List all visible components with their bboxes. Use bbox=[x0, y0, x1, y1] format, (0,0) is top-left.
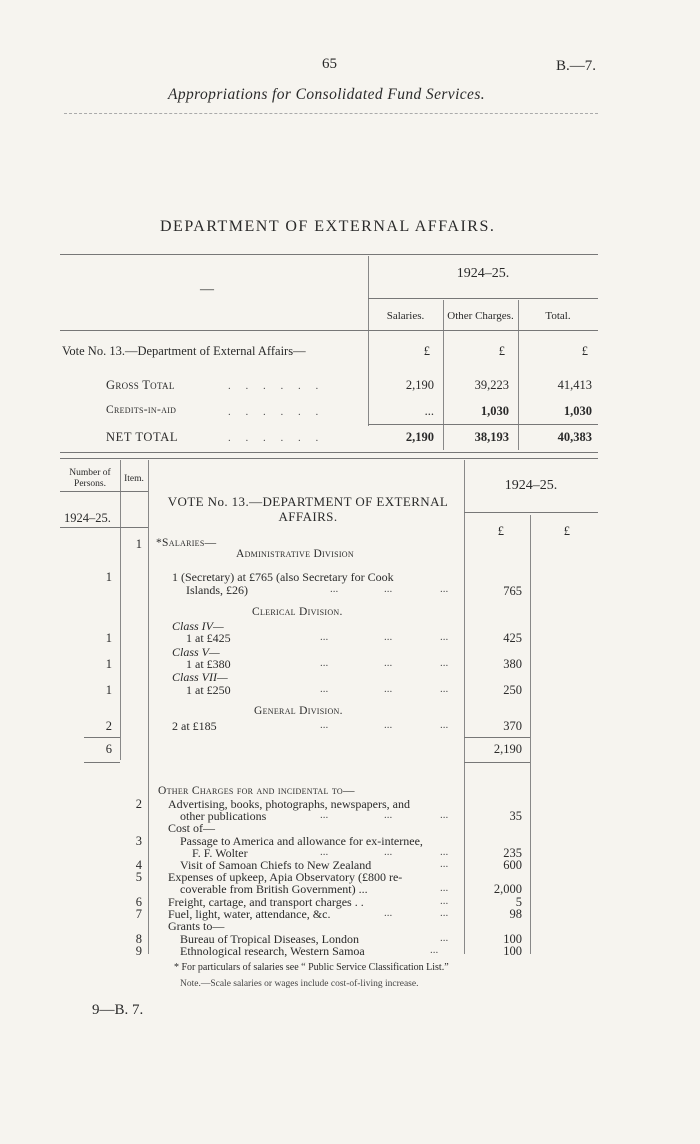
detail-year: 1924–25. bbox=[504, 478, 558, 493]
summary-row-label: Gross Total bbox=[106, 378, 175, 392]
summary-row-total: 40,383 bbox=[557, 430, 592, 444]
item-leader: ... bbox=[384, 809, 393, 821]
general-persons: 2 bbox=[105, 719, 112, 733]
detail-divider-number bbox=[120, 460, 121, 760]
item-number: 8 bbox=[135, 932, 142, 946]
item-leader: ... bbox=[440, 932, 449, 944]
item-number: 3 bbox=[135, 834, 142, 848]
summary-row-salaries: 2,190 bbox=[405, 430, 434, 444]
item-leader: ... bbox=[384, 846, 393, 858]
item-number: 5 bbox=[135, 870, 142, 884]
class-iv-leader: ... bbox=[440, 631, 449, 643]
summary-row-leader: . . . . . . bbox=[228, 406, 325, 418]
department-title: DEPARTMENT OF EXTERNAL AFFAIRS. bbox=[160, 218, 496, 235]
summary-row-salaries: 2,190 bbox=[405, 378, 434, 392]
summary-row-salaries: ... bbox=[424, 404, 434, 418]
summary-col-salaries: Salaries. bbox=[386, 310, 425, 322]
summary-row-leader: . . . . . . bbox=[228, 432, 325, 444]
summary-row-total: 41,413 bbox=[557, 378, 592, 392]
class-iv-leader: ... bbox=[320, 631, 329, 643]
item-leader: ... bbox=[320, 809, 329, 821]
class-vii-leader: ... bbox=[440, 683, 449, 695]
item-leader: ... bbox=[440, 858, 449, 870]
item-line1: Advertising, books, photographs, newspapers, and bbox=[168, 797, 410, 811]
summary-vote-label: Vote No. 13.—Department of External Affairs— bbox=[62, 344, 306, 358]
footnote: * For particulars of salaries see “ Public Service Classification List.” bbox=[174, 962, 449, 973]
summary-row-other: 1,030 bbox=[480, 404, 509, 418]
admin-line2: Islands, £26) bbox=[186, 583, 248, 597]
summary-header-rule bbox=[60, 330, 598, 331]
admin-leader: ... bbox=[330, 583, 339, 595]
summary-row-label: Credits-in-aid bbox=[106, 404, 177, 416]
admin-leader: ... bbox=[384, 583, 393, 595]
item-amount: 600 bbox=[503, 858, 522, 872]
persons-bottom-rule bbox=[84, 762, 120, 763]
item-amount: 98 bbox=[509, 907, 522, 921]
item-number: 9 bbox=[135, 944, 142, 958]
item-leader: ... bbox=[440, 882, 449, 894]
item-line1: Expenses of upkeep, Apia Observatory (£800 re- bbox=[168, 870, 403, 884]
general-leader: ... bbox=[440, 719, 449, 731]
detail-year-rule bbox=[464, 512, 598, 513]
page-number: 65 bbox=[322, 56, 337, 72]
class-vii-leader: ... bbox=[320, 683, 329, 695]
summary-bottom-rule bbox=[60, 452, 598, 453]
admin-division-heading: Administrative Division bbox=[236, 548, 354, 560]
class-v-persons: 1 bbox=[105, 657, 112, 671]
summary-col-total: Total. bbox=[545, 310, 571, 322]
note: Note.—Scale salaries or wages include cost-of-living increase. bbox=[180, 979, 419, 989]
detail-currency-1: £ bbox=[497, 524, 504, 538]
detail-col-item: Item. bbox=[124, 474, 144, 484]
item-line2: other publications bbox=[180, 809, 267, 823]
general-leader: ... bbox=[384, 719, 393, 731]
item-line1: Freight, cartage, and transport charges . . bbox=[168, 895, 364, 909]
persons-total-rule bbox=[84, 737, 120, 738]
clerical-division-heading: Clerical Division. bbox=[252, 606, 343, 618]
cost-of-heading: Cost of— bbox=[168, 821, 216, 835]
class-vii-leader: ... bbox=[384, 683, 393, 695]
item-number: 2 bbox=[135, 797, 142, 811]
item-line1: Passage to America and allowance for ex-internee, bbox=[180, 834, 423, 848]
salaries-heading: *Salaries— bbox=[156, 537, 217, 549]
salaries-bottom-rule bbox=[464, 762, 530, 763]
item-number: 7 bbox=[135, 907, 142, 921]
summary-top-rule bbox=[60, 254, 598, 255]
summary-row-other: 38,193 bbox=[474, 430, 509, 444]
detail-divider-item bbox=[148, 460, 149, 954]
admin-persons: 1 bbox=[105, 570, 112, 584]
item-leader: ... bbox=[440, 907, 449, 919]
item-amount: 2,000 bbox=[493, 882, 522, 896]
class-iv-leader: ... bbox=[384, 631, 393, 643]
detail-persons-year-rule bbox=[60, 527, 148, 528]
class-v-heading: Class V— bbox=[172, 645, 220, 659]
salaries-item-number: 1 bbox=[135, 537, 142, 551]
class-v-leader: ... bbox=[384, 657, 393, 669]
grants-to-heading: Grants to— bbox=[168, 919, 225, 933]
summary-row-leader: . . . . . . bbox=[228, 380, 325, 392]
class-v-amount: 380 bbox=[503, 657, 522, 671]
item-leader: ... bbox=[440, 895, 449, 907]
item-leader: ... bbox=[440, 809, 449, 821]
detail-persons-year: 1924–25. bbox=[64, 511, 111, 525]
detail-top-rule bbox=[60, 458, 598, 459]
summary-dash: — bbox=[200, 282, 220, 297]
other-charges-heading: Other Charges for and incidental to— bbox=[158, 785, 355, 797]
item-line1: Visit of Samoan Chiefs to New Zealand bbox=[180, 858, 372, 872]
summary-net-divider-2 bbox=[518, 426, 519, 450]
general-division-heading: General Division. bbox=[254, 705, 343, 717]
class-iv-heading: Class IV— bbox=[172, 619, 224, 633]
summary-net-divider-1 bbox=[443, 426, 444, 450]
class-vii-line: 1 at £250 bbox=[186, 683, 231, 697]
admin-amount: 765 bbox=[503, 584, 522, 598]
class-iv-amount: 425 bbox=[503, 631, 522, 645]
general-line: 2 at £185 bbox=[172, 719, 217, 733]
item-line2: F. F. Wolter bbox=[192, 846, 248, 860]
item-leader: ... bbox=[384, 907, 393, 919]
item-amount: 35 bbox=[509, 809, 522, 823]
class-iv-persons: 1 bbox=[105, 631, 112, 645]
summary-currency-total: £ bbox=[581, 344, 588, 358]
detail-vote-title-line2: AFFAIRS. bbox=[278, 509, 338, 524]
general-leader: ... bbox=[320, 719, 329, 731]
salaries-total-rule bbox=[464, 737, 530, 738]
sheet-reference: 9—B. 7. bbox=[92, 1002, 144, 1018]
detail-col-number: Number of Persons. bbox=[69, 468, 111, 489]
item-amount: 5 bbox=[515, 895, 522, 909]
summary-year: 1924–25. bbox=[456, 266, 510, 281]
class-v-leader: ... bbox=[320, 657, 329, 669]
detail-persons-rule bbox=[60, 491, 148, 492]
general-amount: 370 bbox=[503, 719, 522, 733]
salaries-total: 2,190 bbox=[493, 742, 522, 756]
item-line1: Fuel, light, water, attendance, &c. bbox=[168, 907, 331, 921]
summary-row-other: 39,223 bbox=[474, 378, 509, 392]
summary-currency-salaries: £ bbox=[423, 344, 430, 358]
item-leader: ... bbox=[440, 846, 449, 858]
admin-line1: 1 (Secretary) at £765 (also Secretary for Cook bbox=[172, 570, 394, 584]
class-vii-amount: 250 bbox=[503, 683, 522, 697]
item-line2: coverable from British Government) ... bbox=[180, 882, 368, 896]
admin-leader: ... bbox=[440, 583, 449, 595]
item-leader: ... bbox=[430, 944, 439, 956]
document-reference: B.—7. bbox=[556, 58, 597, 74]
class-v-line: 1 at £380 bbox=[186, 657, 231, 671]
item-amount: 100 bbox=[503, 932, 522, 946]
summary-net-rule bbox=[368, 424, 598, 425]
class-v-leader: ... bbox=[440, 657, 449, 669]
header-rule bbox=[64, 113, 598, 114]
item-number: 6 bbox=[135, 895, 142, 909]
class-vii-persons: 1 bbox=[105, 683, 112, 697]
page-subtitle: Appropriations for Consolidated Fund Services. bbox=[168, 86, 486, 103]
detail-currency-2: £ bbox=[563, 524, 570, 538]
item-leader: ... bbox=[320, 846, 329, 858]
summary-currency-other: £ bbox=[498, 344, 505, 358]
summary-row-label: NET TOTAL bbox=[106, 430, 179, 444]
class-iv-line: 1 at £425 bbox=[186, 631, 231, 645]
summary-row-total: 1,030 bbox=[563, 404, 592, 418]
item-amount: 235 bbox=[503, 846, 522, 860]
item-amount: 100 bbox=[503, 944, 522, 958]
detail-vote-title-line1: VOTE No. 13.—DEPARTMENT OF EXTERNAL bbox=[167, 494, 449, 509]
detail-divider-amount bbox=[530, 515, 531, 954]
item-number: 4 bbox=[135, 858, 142, 872]
item-line1: Bureau of Tropical Diseases, London bbox=[180, 932, 359, 946]
summary-year-rule bbox=[368, 298, 598, 299]
persons-total: 6 bbox=[105, 742, 112, 756]
class-vii-heading: Class VII— bbox=[172, 670, 228, 684]
item-line1: Ethnological research, Western Samoa bbox=[180, 944, 365, 958]
summary-col-other: Other Charges. bbox=[447, 310, 514, 322]
